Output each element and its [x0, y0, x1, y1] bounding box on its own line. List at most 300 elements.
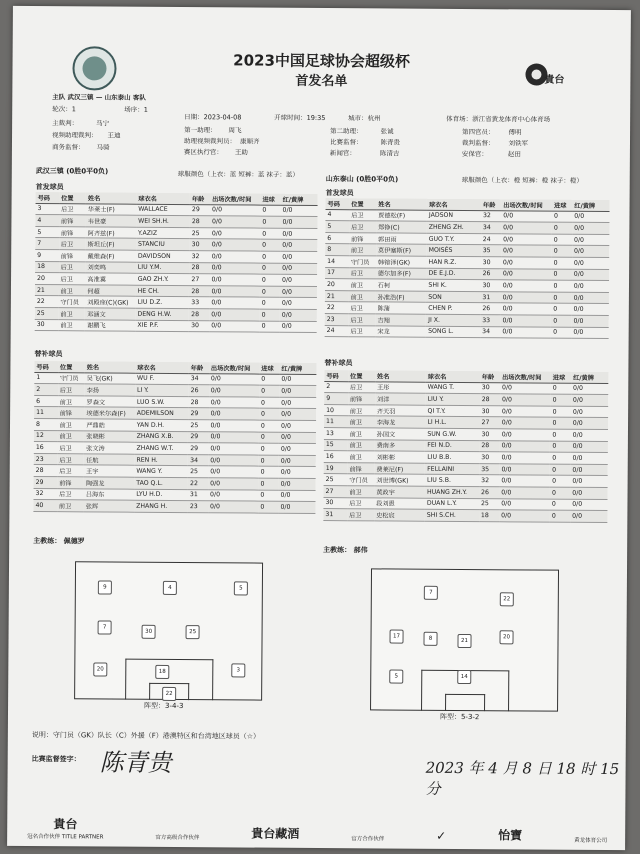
player-cell: 守门员	[349, 256, 376, 268]
player-cell: 0	[259, 397, 279, 409]
player-cell: 谢鹏飞	[85, 319, 135, 331]
player-cell: 0	[552, 234, 572, 246]
player-cell: 费南多	[375, 439, 426, 451]
player-cell: 29	[188, 443, 208, 455]
player-cell: 0/0	[572, 234, 609, 246]
page-title: 2023中国足球协会超级杯	[233, 51, 410, 71]
player-cell: 0/0	[501, 257, 552, 269]
sponsor-logo: 貴台 冠名合作伙伴 TITLE PARTNER	[27, 817, 104, 841]
player-cell: 0/0	[279, 443, 316, 455]
player-cell: 前卫	[58, 395, 85, 407]
player-cell: JI X.	[426, 314, 480, 326]
player-cell: 0/0	[209, 420, 259, 432]
player-shirt-icon: 18	[155, 665, 169, 679]
player-cell: 0	[550, 441, 570, 453]
player-cell: 28	[480, 394, 500, 406]
player-shirt-icon: 20	[499, 630, 513, 644]
player-shirt-icon: 17	[389, 629, 403, 643]
player-shirt-icon: 14	[457, 670, 471, 684]
home-coach: 主教练： 佩德罗	[33, 537, 85, 546]
player-cell: 孙国文	[375, 428, 426, 440]
player-cell: 30	[479, 452, 499, 464]
player-cell: 0	[259, 432, 279, 444]
player-cell: 28	[189, 262, 209, 274]
player-cell: WANG Y.	[134, 466, 188, 478]
player-cell: ZHANG H.	[134, 500, 188, 512]
player-cell: 12	[34, 430, 58, 442]
player-cell: 29	[34, 476, 58, 488]
player-cell: 2	[34, 384, 58, 396]
player-cell: 0/0	[499, 475, 550, 487]
player-cell: 贾德松(F)	[376, 209, 427, 221]
player-cell: 0	[551, 394, 571, 406]
player-cell: 8	[34, 418, 58, 430]
player-cell: 0	[258, 478, 278, 490]
player-shirt-icon: 3	[231, 663, 245, 677]
player-shirt-icon: 22	[500, 592, 514, 606]
player-cell: 0	[552, 211, 572, 223]
player-cell: 0/0	[208, 466, 258, 478]
player-cell: DAVIDSON	[136, 250, 190, 262]
player-cell: 25	[324, 474, 348, 486]
player-cell: 25	[188, 466, 208, 478]
player-cell: 0/0	[500, 382, 551, 394]
player-cell: 27	[189, 274, 209, 286]
sponsor-logo: 怡寶	[498, 828, 523, 843]
player-cell: 0	[259, 385, 279, 397]
commissioner-label: 商务监督：	[51, 143, 85, 152]
player-cell: 0/0	[500, 429, 551, 441]
var: 王迪	[107, 131, 121, 140]
player-cell: 6	[34, 395, 58, 407]
player-cell: 30	[479, 429, 499, 441]
player-cell: 21	[35, 284, 59, 296]
player-cell: 23	[325, 313, 349, 325]
player-cell: 0/0	[210, 228, 260, 240]
player-cell: 0/0	[210, 251, 260, 263]
player-cell: 前锋	[58, 407, 85, 419]
referee-label: 主裁判：	[52, 119, 79, 128]
player-cell: 0/0	[280, 240, 317, 252]
player-cell: 0/0	[278, 501, 315, 513]
player-cell: 24	[481, 233, 501, 245]
player-cell: 石柯	[376, 279, 427, 291]
player-cell: 0/0	[572, 292, 609, 304]
player-cell: 30	[35, 319, 59, 331]
player-cell: 吴飞(GK)	[85, 372, 135, 384]
player-cell: 0/0	[208, 501, 258, 513]
player-cell: 21	[325, 290, 349, 302]
player-cell: 25	[35, 307, 59, 319]
player-cell: HE CH.	[136, 285, 190, 297]
player-cell: 0/0	[209, 309, 259, 321]
column-header: 位置	[349, 198, 376, 209]
player-cell: 22	[35, 296, 59, 308]
player-cell: 吕海东	[84, 488, 134, 500]
player-cell: 后卫	[347, 497, 374, 509]
player-cell: 0/0	[571, 418, 608, 430]
player-shirt-icon: 8	[423, 632, 437, 646]
player-cell: 后卫	[349, 209, 376, 221]
player-cell: ZHANG X.B.	[135, 431, 189, 443]
player-cell: 0/0	[280, 321, 317, 333]
column-header: 出场次数/时间	[501, 199, 552, 210]
player-cell: 前锋	[57, 477, 84, 489]
column-header: 位置	[59, 192, 86, 203]
player-cell: 34	[189, 373, 209, 385]
player-cell: 0/0	[210, 239, 260, 251]
player-cell: 0/0	[572, 269, 609, 281]
player-cell: 后卫	[57, 453, 84, 465]
player-cell: 29	[188, 408, 208, 420]
player-cell: WU F.	[135, 373, 189, 385]
player-cell: 何超	[85, 285, 135, 297]
player-cell: 0/0	[210, 204, 260, 216]
column-header: 姓名	[376, 198, 427, 209]
player-cell: 郑铮(C)	[376, 221, 427, 233]
player-cell: 0/0	[209, 408, 259, 420]
player-cell: 后卫	[348, 302, 375, 314]
player-cell: 0	[550, 475, 570, 487]
player-cell: 0	[260, 228, 280, 240]
player-cell: 前锋	[59, 226, 86, 238]
column-header: 号码	[324, 370, 348, 381]
player-shirt-icon: 7	[424, 586, 438, 600]
player-cell: 6	[325, 232, 349, 244]
player-cell: 0/0	[209, 373, 259, 385]
player-cell: 24	[325, 325, 349, 337]
player-cell: 0	[551, 303, 571, 315]
player-cell: 0/0	[279, 490, 316, 502]
player-cell: 28	[479, 440, 499, 452]
player-cell: 0/0	[499, 510, 550, 522]
player-cell: 28	[189, 309, 209, 321]
player-cell: 王宇	[84, 465, 134, 477]
player-cell: 严鼎皓	[84, 419, 134, 431]
player-cell: 张晓彬	[84, 430, 134, 442]
fourth-label: 第四官员：	[462, 127, 495, 137]
player-cell: 0/0	[208, 489, 258, 501]
player-cell: 罗森文	[84, 396, 134, 408]
player-cell: 10	[324, 404, 348, 416]
home-formation: 阵型：3-4-3	[144, 701, 184, 711]
player-cell: 王彤	[375, 381, 426, 393]
player-cell: 守门员	[347, 474, 374, 486]
player-cell: 韩镕泽(GK)	[376, 256, 427, 268]
player-row	[323, 509, 607, 523]
player-cell: 前卫	[348, 404, 375, 416]
player-cell: 华莱士(F)	[86, 203, 136, 215]
player-cell: 27	[479, 417, 499, 429]
player-cell: 0/0	[210, 262, 260, 274]
player-cell: 前卫	[348, 428, 375, 440]
player-cell: 刘殿座(C)(GK)	[85, 296, 135, 308]
match-sup-label: 比赛监督：	[329, 138, 363, 147]
ar1: 周飞	[228, 126, 242, 135]
column-header: 出场次数/时间	[500, 371, 551, 382]
column-header: 球衣名	[135, 362, 189, 373]
player-cell: 23	[188, 501, 208, 513]
player-cell: HAN R.Z.	[427, 256, 481, 268]
player-shirt-icon: 21	[457, 634, 471, 648]
player-cell: 德尔加多(F)	[376, 267, 427, 279]
column-header: 球衣名	[427, 199, 481, 210]
player-cell: 0	[260, 216, 280, 228]
player-cell: 0	[259, 455, 279, 467]
player-cell: 0/0	[571, 429, 608, 441]
handwritten-datetime: 2023 年 4 月 8 日 18 时 15 分	[425, 758, 620, 798]
handwritten-signature: 陈青贵	[99, 748, 172, 777]
column-header: 年龄	[190, 193, 210, 204]
player-cell: QI T.Y.	[425, 405, 479, 417]
player-cell: 0/0	[570, 464, 607, 476]
column-header: 号码	[326, 198, 350, 209]
player-cell: DE E.J.D.	[426, 268, 480, 280]
player-cell: 0/0	[500, 440, 551, 452]
player-cell: 斯坦丘(F)	[86, 238, 136, 250]
player-cell: LYU H.D.	[134, 489, 188, 501]
player-cell: 33	[480, 315, 500, 327]
player-cell: 0/0	[280, 205, 317, 217]
sponsor-logo: 黄龙体育公司	[574, 837, 608, 845]
player-cell: 0	[550, 487, 570, 499]
player-cell: 32	[33, 488, 57, 500]
player-cell: 后卫	[59, 203, 86, 215]
player-cell: 前卫	[348, 416, 375, 428]
player-cell: 0/0	[501, 268, 552, 280]
player-cell: 韦世豪	[86, 215, 136, 227]
player-cell: 0	[551, 383, 571, 395]
player-cell: LI H.L.	[425, 417, 479, 429]
player-cell: 35	[481, 245, 501, 257]
player-row	[33, 500, 315, 514]
player-cell: 4	[35, 215, 59, 227]
player-cell: 0/0	[501, 210, 552, 222]
away-subs-label: 替补球员	[324, 359, 353, 368]
player-cell: 0/0	[208, 454, 258, 466]
player-cell: 齐天羽	[375, 405, 426, 417]
player-cell: 0/0	[280, 274, 317, 286]
column-header: 号码	[34, 361, 58, 372]
player-cell: 35	[479, 463, 499, 475]
safety: 赵田	[507, 150, 521, 159]
column-header: 出场次数/时间	[210, 193, 260, 204]
player-cell: ZHENG ZH.	[427, 221, 481, 233]
player-cell: 0/0	[572, 304, 609, 316]
player-cell: 前卫	[349, 244, 376, 256]
column-header: 进球	[551, 372, 571, 383]
player-cell: 后卫	[57, 465, 84, 477]
player-cell: 0	[259, 420, 279, 432]
player-cell: 31	[480, 291, 500, 303]
player-cell: 32	[479, 475, 499, 487]
player-cell: 0/0	[570, 510, 607, 522]
player-cell: YAN D.H.	[135, 419, 189, 431]
player-cell: REN H.	[134, 454, 188, 466]
player-cell: WALLACE	[136, 204, 190, 216]
player-cell: ZHANG W.T.	[135, 442, 189, 454]
player-cell: 后卫	[348, 325, 375, 337]
player-cell: 26	[480, 303, 500, 315]
ar2: 张诚	[380, 127, 394, 136]
player-cell: 0/0	[572, 280, 609, 292]
player-cell: 0/0	[279, 397, 316, 409]
player-cell: 4	[325, 209, 349, 221]
player-cell: 0/0	[209, 397, 259, 409]
player-cell: 5	[35, 226, 59, 238]
player-cell: 前锋	[59, 215, 86, 227]
player-cell: 刘奕鸣	[85, 261, 135, 273]
player-cell: 26	[189, 385, 209, 397]
player-cell: LIU Y.M.	[136, 262, 190, 274]
player-row	[35, 319, 317, 333]
player-shirt-icon: 7	[98, 620, 112, 634]
player-cell: 埃德米尔森(F)	[84, 407, 134, 419]
ar2-label: 第二助理：	[330, 127, 363, 136]
player-cell: 13	[324, 428, 348, 440]
player-cell: 0	[260, 263, 280, 275]
away-formation-pitch	[370, 568, 559, 711]
player-cell: 0/0	[500, 417, 551, 429]
player-cell: 25	[188, 420, 208, 432]
player-cell: 黄政宇	[374, 486, 425, 498]
away-kit: 球服颜色（上衣：橙 短裤：橙 袜子：橙）	[461, 175, 583, 185]
player-cell: 0/0	[570, 476, 607, 488]
player-cell: 后卫	[348, 314, 375, 326]
avar: 康顺齐	[239, 137, 260, 146]
player-cell: 0/0	[208, 431, 258, 443]
home-subs-table	[33, 361, 316, 514]
player-cell: 守门员	[58, 372, 85, 384]
player-cell: 宋龙	[375, 325, 426, 337]
player-shirt-icon: 4	[163, 581, 177, 595]
player-cell: 李扬	[85, 384, 135, 396]
away-team-name: 山东泰山 (0胜0平0负)	[325, 175, 399, 184]
player-cell: 0/0	[279, 478, 316, 490]
player-cell: FELLAINI	[425, 463, 479, 475]
column-header: 姓名	[86, 192, 136, 203]
player-shirt-icon: 22	[162, 687, 176, 701]
player-cell: FEI N.D.	[425, 440, 479, 452]
player-cell: 0	[259, 443, 279, 455]
sponsor-logo: 貴台藏酒	[251, 826, 300, 841]
player-cell: 0/0	[501, 234, 552, 246]
player-cell: 30	[190, 239, 210, 251]
press-label: 新闻官：	[329, 149, 356, 158]
column-header: 号码	[36, 192, 60, 203]
player-cell: 30	[189, 320, 209, 332]
player-cell: 0	[550, 452, 570, 464]
player-cell: 前卫	[58, 284, 85, 296]
ref-sup-label: 裁判监督：	[461, 138, 495, 148]
player-cell: TAO Q.L.	[134, 477, 188, 489]
away-coach: 主教练： 郝伟	[323, 546, 368, 555]
player-cell: 28	[189, 285, 209, 297]
player-cell: 0/0	[572, 211, 609, 223]
player-cell: 20	[325, 279, 349, 291]
player-cell: 0	[260, 251, 280, 263]
player-cell: 0	[552, 269, 572, 281]
player-cell: 陶强龙	[84, 477, 134, 489]
player-cell: 34	[480, 326, 500, 338]
player-cell: 前卫	[57, 419, 84, 431]
player-cell: 孙准浩(F)	[376, 291, 427, 303]
away-starters-table	[325, 198, 610, 339]
player-cell: 费莱尼(F)	[374, 463, 425, 475]
player-cell: 30	[480, 382, 500, 394]
security: 王助	[234, 148, 248, 157]
player-cell: 0	[552, 245, 572, 257]
player-cell: HUANG ZH.Y.	[425, 486, 479, 498]
player-cell: 高准翼	[85, 273, 135, 285]
player-cell: 0	[550, 417, 570, 429]
player-cell: 0/0	[208, 478, 258, 490]
player-cell: 0	[551, 327, 571, 339]
player-cell: 0/0	[208, 443, 258, 455]
player-cell: 0	[550, 464, 570, 476]
player-cell: 9	[324, 393, 348, 405]
round: 轮次：1	[52, 105, 76, 114]
player-cell: 0/0	[571, 406, 608, 418]
match-no: 场序：1	[124, 105, 148, 114]
player-cell: 30	[480, 405, 500, 417]
player-cell: 0	[260, 309, 280, 321]
player-cell: 刘世博(GK)	[374, 474, 425, 486]
player-cell: 8	[325, 244, 349, 256]
column-header: 姓名	[375, 370, 426, 381]
player-cell: 0/0	[500, 315, 551, 327]
home-subs-label: 替补球员	[34, 350, 63, 359]
player-cell: 0/0	[501, 303, 552, 315]
player-cell: 前锋	[59, 250, 86, 262]
player-cell: 0/0	[499, 498, 550, 510]
player-cell: SONG L.	[426, 326, 480, 338]
player-cell: WANG T.	[426, 382, 480, 394]
player-cell: CHEN P.	[426, 303, 480, 315]
player-cell: 0	[551, 315, 571, 327]
page-subtitle: 首发名单	[295, 73, 348, 90]
player-cell: 0/0	[279, 385, 316, 397]
player-cell: 0/0	[210, 216, 260, 228]
player-cell: 后卫	[349, 267, 376, 279]
player-cell: 阿齐兹(F)	[86, 227, 136, 239]
player-cell: 前卫	[347, 439, 374, 451]
player-cell: 0/0	[500, 406, 551, 418]
player-cell: 0/0	[571, 315, 608, 327]
player-cell: 张文涛	[84, 442, 134, 454]
player-cell: 前锋	[349, 232, 376, 244]
sponsor-logo: 官方合作伙伴	[351, 836, 385, 843]
player-cell: 0/0	[279, 455, 316, 467]
sponsor-row	[27, 798, 607, 844]
home-kit: 球服颜色（上衣：蓝 短裤：蓝 袜子：蓝）	[177, 170, 299, 179]
player-cell: 0/0	[501, 222, 552, 234]
player-cell: WEI SH.H.	[136, 215, 190, 227]
player-cell: 0/0	[280, 298, 317, 310]
player-cell: 后卫	[58, 384, 85, 396]
player-cell: 34	[188, 454, 208, 466]
player-cell: 0/0	[570, 487, 607, 499]
player-cell: 任航	[84, 454, 134, 466]
player-cell: 郭田雨	[376, 233, 427, 245]
home-team-name: 武汉三镇 (0胜0平0负)	[35, 167, 109, 176]
player-cell: 16	[34, 442, 58, 454]
player-cell: 后卫	[347, 509, 374, 521]
player-cell: 15	[324, 439, 348, 451]
fourth: 傅明	[508, 128, 522, 137]
player-shirt-icon: 25	[186, 625, 200, 639]
column-header: 年龄	[481, 199, 501, 210]
